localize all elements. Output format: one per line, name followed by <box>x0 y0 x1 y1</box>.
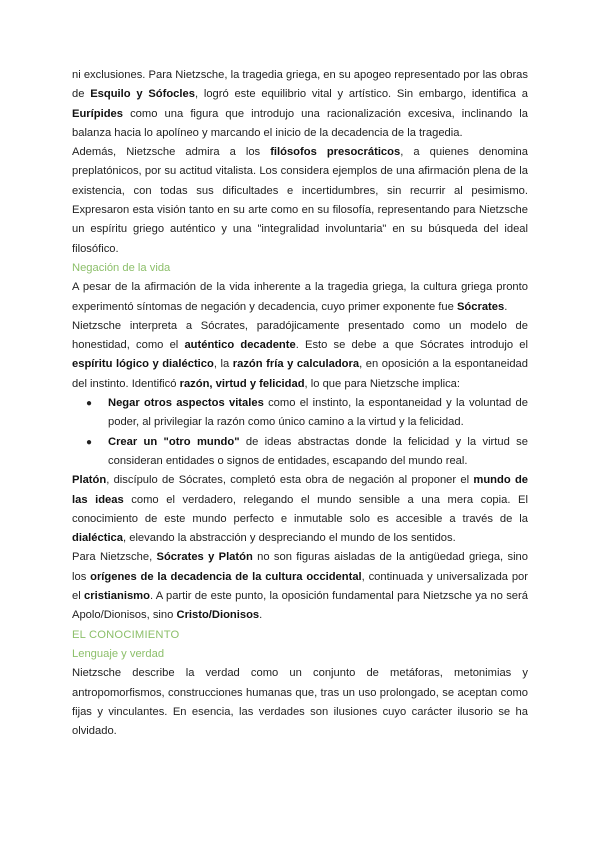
paragraph-platon <box>72 471 528 548</box>
document-page <box>72 66 528 741</box>
bold-esquilo-sofocles: Esquilo y Sófocles <box>90 88 195 101</box>
bold-euripides: Eurípides <box>72 107 123 120</box>
text: , logró este equilibrio vital y artístico. Sin embargo, identifica a <box>194 88 528 101</box>
bold-cristo-dionisos: Cristo/Dionisos <box>176 609 260 622</box>
text: , continuada y universalizada por el <box>72 570 528 603</box>
text: , lo que para Nietzsche implica: <box>304 377 461 390</box>
text: Para Nietzsche, <box>72 551 157 564</box>
text: . <box>504 300 508 313</box>
text: , discípulo de Sócrates, completó esta obra de negación al proponer el <box>106 474 474 487</box>
text: Además, Nietzsche admira a los <box>72 146 271 159</box>
paragraph-tragedia <box>72 66 528 143</box>
text: de ideas abstractas donde la felicidad y la virtud se consideran entidades o signos de entidades, escapando del mundo real. <box>108 435 528 467</box>
text: . <box>259 609 263 622</box>
text: como el verdadero, relegando el mundo sensible a una mera copia. El conocimiento de este mundo perfecto e inmutable solo es accesible a través de la <box>72 493 528 525</box>
heading-negacion-vida: Negación de la vida <box>72 261 171 274</box>
bold-otro-mundo: Crear un "otro mundo" <box>108 435 240 448</box>
paragraph-socrates-intro <box>72 278 528 317</box>
bold-espiritu-logico: espíritu lógico y dialéctico <box>72 358 214 371</box>
bold-autentico-decadente: auténtico decadente <box>184 339 296 352</box>
text: A pesar de la afirmación de la vida inherente a la tragedia griega, la cultura griega pronto experimentó síntomas de negación y decadencia, cuyo primer exponente fue <box>72 281 528 313</box>
bold-negar: Negar otros aspectos vitales <box>108 397 264 410</box>
text: , elevando la abstracción y despreciando el mundo de los sentidos. <box>123 532 456 545</box>
paragraph-origenes-decadencia <box>72 548 528 625</box>
text: Nietzsche interpreta a Sócrates, paradójicamente presentado como un modelo de honestidad, como el <box>72 319 528 352</box>
bold-razon-fria: razón fría y calculadora <box>232 358 360 371</box>
bullet-icon: ● <box>86 398 93 410</box>
bold-razon-virtud-felicidad: razón, virtud y felicidad <box>179 377 305 390</box>
bold-platon: Platón <box>72 474 107 487</box>
bold-socrates: Sócrates <box>456 300 505 313</box>
bold-socrates-platon: Sócrates y Platón <box>156 551 253 564</box>
bullet-list <box>72 394 528 471</box>
paragraph-socrates-decadente <box>72 317 528 394</box>
bold-cristianismo: cristianismo <box>84 590 150 603</box>
bold-presocraticos: filósofos presocráticos <box>270 146 401 159</box>
text: como el instinto, la espontaneidad y la voluntad de poder, al privilegiar la razón como único camino a la virtud y la felicidad. <box>108 397 528 429</box>
paragraph-verdad: Nietzsche describe la verdad como un conjunto de metáforas, metonimias y antropomorfismos, construcciones humanas que, tras un uso prolongado, se aceptan como fijas y vinculantes. En esencia, las verdades son ilusiones cuyo carácter ilusorio se ha olvidado. <box>72 667 528 738</box>
text: , a quienes denomina preplatónicos, por su actitud vitalista. Los considera ejemplos de una afirmación plena de la existencia, con todas sus dificultades e incertidumbres, sin recurrir al pesimismo. Expresaron esta visión tanto en su arte como en su filosofía, representando para Nietzsche un espíritu griego auténtico y una "integralidad involuntaria" en su búsqueda del ideal filosófico. <box>72 146 528 255</box>
list-item <box>86 433 528 472</box>
bold-origenes: orígenes de la decadencia de la cultura occidental <box>90 570 362 583</box>
bullet-icon: ● <box>86 436 93 448</box>
bold-dialectica: dialéctica <box>72 532 123 545</box>
text: como una figura que introdujo una racionalización excesiva, inclinando la balanza hacia lo apolíneo y marcando el inicio de la decadencia de la tragedia. <box>72 107 528 139</box>
text: no son figuras aisladas de la antigüedad griega, sino los <box>72 551 529 583</box>
heading-lenguaje-verdad: Lenguaje y verdad <box>72 647 165 660</box>
list-item <box>86 394 528 433</box>
text: , la <box>213 358 233 371</box>
text: ni exclusiones. Para Nietzsche, la tragedia griega, en su apogeo representado por las obras de <box>72 69 528 101</box>
text: . Esto se debe a que Sócrates introdujo el <box>295 339 528 352</box>
text: . A partir de este punto, la oposición fundamental para Nietzsche ya no será Apolo/Dionisos, sino <box>72 590 528 622</box>
text: , en oposición a la espontaneidad del instinto. Identificó <box>72 358 528 390</box>
heading-conocimiento: EL CONOCIMIENTO <box>72 628 180 641</box>
paragraph-presocraticos <box>72 143 528 259</box>
bold-mundo-ideas: mundo de las ideas <box>72 474 528 506</box>
